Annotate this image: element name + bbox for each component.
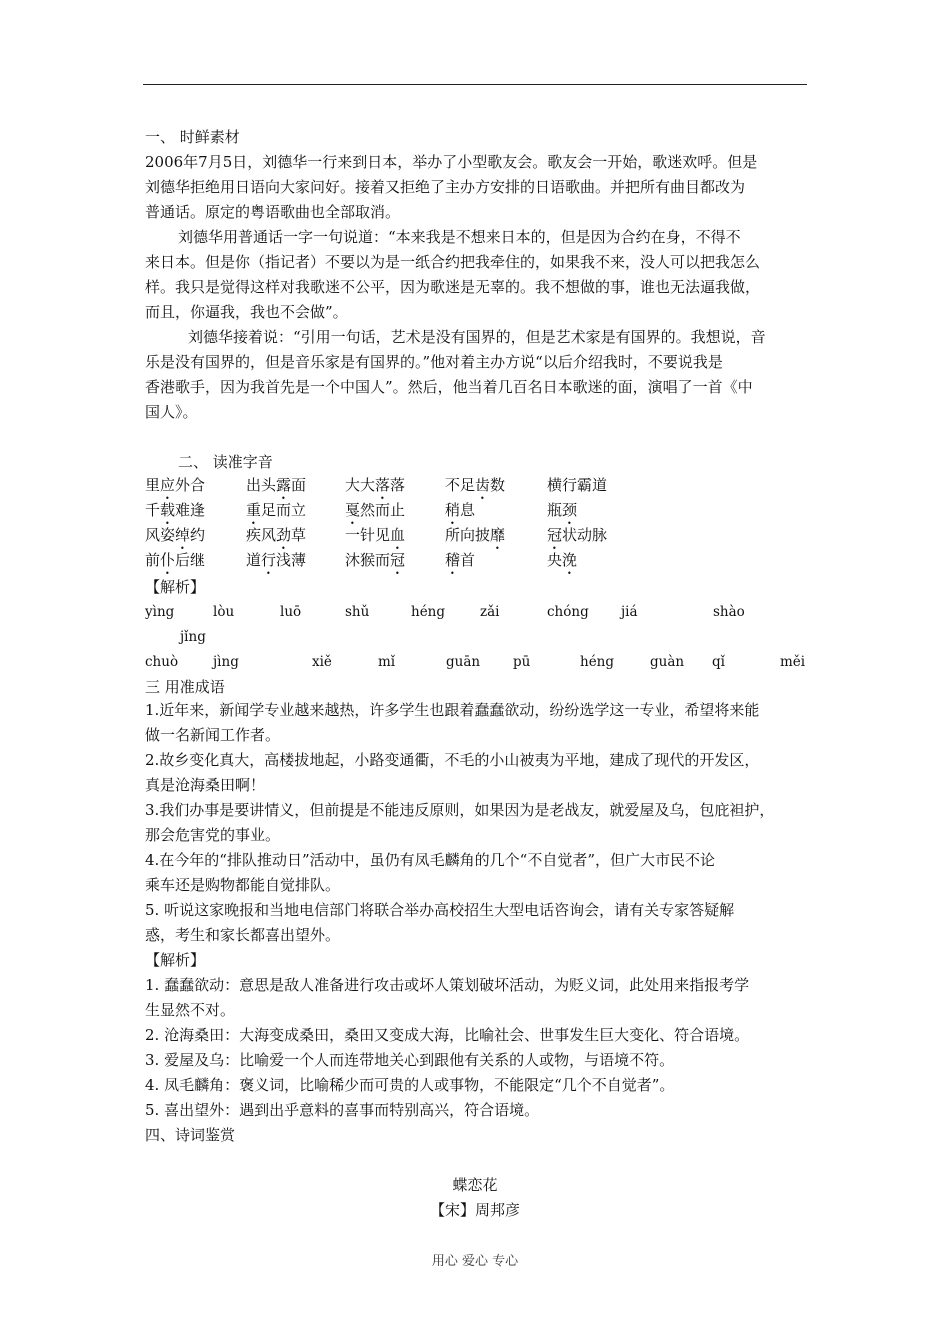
pinyin-item: zǎi — [480, 604, 500, 620]
section1-para3-line2: 乐是没有国界的，但是音乐家是有国界的。”他对着主办方说“以后介绍我时，不要说我是 — [145, 353, 723, 371]
word-item: 不足齿数 — [445, 476, 506, 494]
pinyin-item: xiě — [312, 654, 332, 670]
s3-analysis5: 5. 喜出望外：遇到出乎意料的喜事而特别高兴，符合语境。 — [145, 1101, 540, 1119]
pinyin-item: luō — [280, 604, 302, 620]
section1-para1-line3: 普通话。原定的粤语歌曲也全部取消。 — [145, 203, 401, 221]
s3-item4-line1: 4.在今年的“排队推动日”活动中，虽仍有凤毛麟角的几个“不自觉者”，但广大市民不论 — [145, 851, 715, 869]
word-item: 稽首 — [445, 551, 476, 569]
pinyin-item: měi — [780, 654, 806, 670]
pinyin-item: jǐng — [180, 629, 206, 645]
pinyin-item: jiá — [621, 604, 638, 620]
pinyin-item: yìng — [145, 604, 175, 620]
section3-heading: 三 用准成语 — [145, 678, 225, 696]
pinyin-item: guān — [446, 654, 481, 670]
section1-para3-line1: 刘德华接着说：“引用一句话，艺术是没有国界的，但是艺术家是有国界的。我想说，音 — [188, 328, 766, 346]
section1-para2-line2: 来日本。但是你（指记者）不要以为是一纸合约把我牵住的，如果我不来，没人可以把我怎么 — [145, 253, 761, 271]
word-item: 冠状动脉 — [547, 526, 608, 544]
s3-analysis1-line1: 1. 蠢蠢欲动：意思是敌人准备进行攻击或坏人策划破坏活动，为贬义词，此处用来指报考学 — [145, 976, 750, 994]
section1-heading: 一、 时鲜素材 — [145, 128, 240, 146]
s3-item4-line2: 乘车还是购物都能自觉排队。 — [145, 876, 341, 894]
section1-para2-line4: 而且，你逼我，我也不会做”。 — [145, 303, 348, 321]
poem-title: 蝶恋花 — [452, 1176, 498, 1194]
word-item: 道行浅薄 — [246, 551, 307, 569]
s3-item1-line1: 1.近年来，新闻学专业越来越热，许多学生也跟着蠢蠢欲动，纷纷选学这一专业，希望将来能 — [145, 701, 760, 719]
section4-heading: 四、诗词鉴赏 — [145, 1126, 236, 1144]
word-item: 出头露面 — [246, 476, 307, 494]
word-item: 大大落落 — [345, 476, 406, 494]
page-footer: 用心 爱心 专心 — [431, 1254, 519, 1269]
word-item: 疾风劲草 — [246, 526, 307, 544]
section1-para1-line2: 刘德华拒绝用日语向大家问好。接着又拒绝了主办方安排的日语歌曲。并把所有曲目都改为 — [145, 178, 746, 196]
word-item: 稍息 — [445, 501, 476, 519]
s3-item3-line1: 3.我们办事是要讲情义，但前提是不能违反原则，如果因为是老战友，就爱屋及乌，包庇袒护， — [145, 801, 775, 819]
s3-item3-line2: 那会危害党的事业。 — [145, 826, 281, 844]
pinyin-item: héng — [580, 654, 615, 670]
pinyin-item: qǐ — [712, 654, 725, 670]
word-item: 瓶颈 — [547, 501, 578, 519]
s3-item5-line1: 5. 听说这家晚报和当地电信部门将联合举办高校招生大型电话咨询会，请有关专家答疑解 — [145, 901, 735, 919]
pinyin-item: shào — [713, 604, 745, 620]
poem-author: 【宋】周邦彦 — [429, 1201, 520, 1219]
section2-heading: 二、 读准字音 — [178, 453, 273, 471]
s3-analysis3: 3. 爱屋及乌：比喻爱一个人而连带地关心到跟他有关系的人或物，与语境不符。 — [145, 1051, 675, 1069]
word-item: 一针见血 — [345, 526, 406, 544]
pinyin-item: lòu — [213, 604, 235, 620]
s3-item2-line1: 2.故乡变化真大，高楼拔地起，小路变通衢，不毛的小山被夷为平地，建成了现代的开发区， — [145, 751, 760, 769]
section1-para2-line3: 样。我只是觉得这样对我歌迷不公平，因为歌迷是无辜的。我不想做的事，谁也无法逼我做， — [145, 278, 761, 296]
pinyin-item: héng — [411, 604, 446, 620]
s3-analysis4: 4. 凤毛麟角：褒义词，比喻稀少而可贵的人或事物，不能限定“几个不自觉者”。 — [145, 1076, 675, 1094]
word-item: 横行霸道 — [547, 476, 608, 494]
word-item: 前仆后继 — [145, 551, 206, 569]
section3-analysis-label: 【解析】 — [145, 951, 206, 969]
pinyin-item: chóng — [547, 604, 589, 620]
word-item: 风姿绰约 — [145, 526, 206, 544]
section1-para1-line1: 2006年7月5日，刘德华一行来到日本，举办了小型歌友会。歌友会一开始，歌迷欢呼。但是 — [145, 153, 758, 171]
pinyin-item: jìng — [213, 654, 239, 670]
s3-item2-line2: 真是沧海桑田啊！ — [145, 776, 266, 794]
word-item: 戛然而止 — [345, 501, 406, 519]
section1-para3-line4: 国人》。 — [145, 403, 198, 421]
word-item: 所向披靡 — [445, 526, 506, 544]
s3-item5-line2: 惑，考生和家长都喜出望外。 — [145, 926, 341, 944]
section2-analysis-label: 【解析】 — [145, 578, 206, 596]
pinyin-item: pū — [513, 654, 531, 670]
word-item: 千载难逢 — [145, 501, 206, 519]
section1-para2-line1: 刘德华用普通话一字一句说道：“本来我是不想来日本的，但是因为合约在身，不得不 — [178, 228, 741, 246]
s3-item1-line2: 做一名新闻工作者。 — [145, 726, 281, 744]
pinyin-item: guàn — [650, 654, 685, 670]
word-item: 重足而立 — [246, 501, 307, 519]
word-item: 沐猴而冠 — [345, 551, 406, 569]
word-item: 央浼 — [547, 551, 578, 569]
header-rule — [143, 84, 807, 85]
pinyin-item: shǔ — [345, 604, 370, 620]
s3-analysis2: 2. 沧海桑田：大海变成桑田，桑田又变成大海，比喻社会、世事发生巨大变化、符合语境。 — [145, 1026, 750, 1044]
section1-para3-line3: 香港歌手，因为我首先是一个中国人”。然后，他当着几百名日本歌迷的面，演唱了一首《中 — [145, 378, 753, 396]
pinyin-item: mǐ — [378, 654, 396, 670]
s3-analysis1-line2: 生显然不对。 — [145, 1001, 236, 1019]
pinyin-item: chuò — [145, 654, 179, 670]
word-item: 里应外合 — [145, 476, 206, 494]
